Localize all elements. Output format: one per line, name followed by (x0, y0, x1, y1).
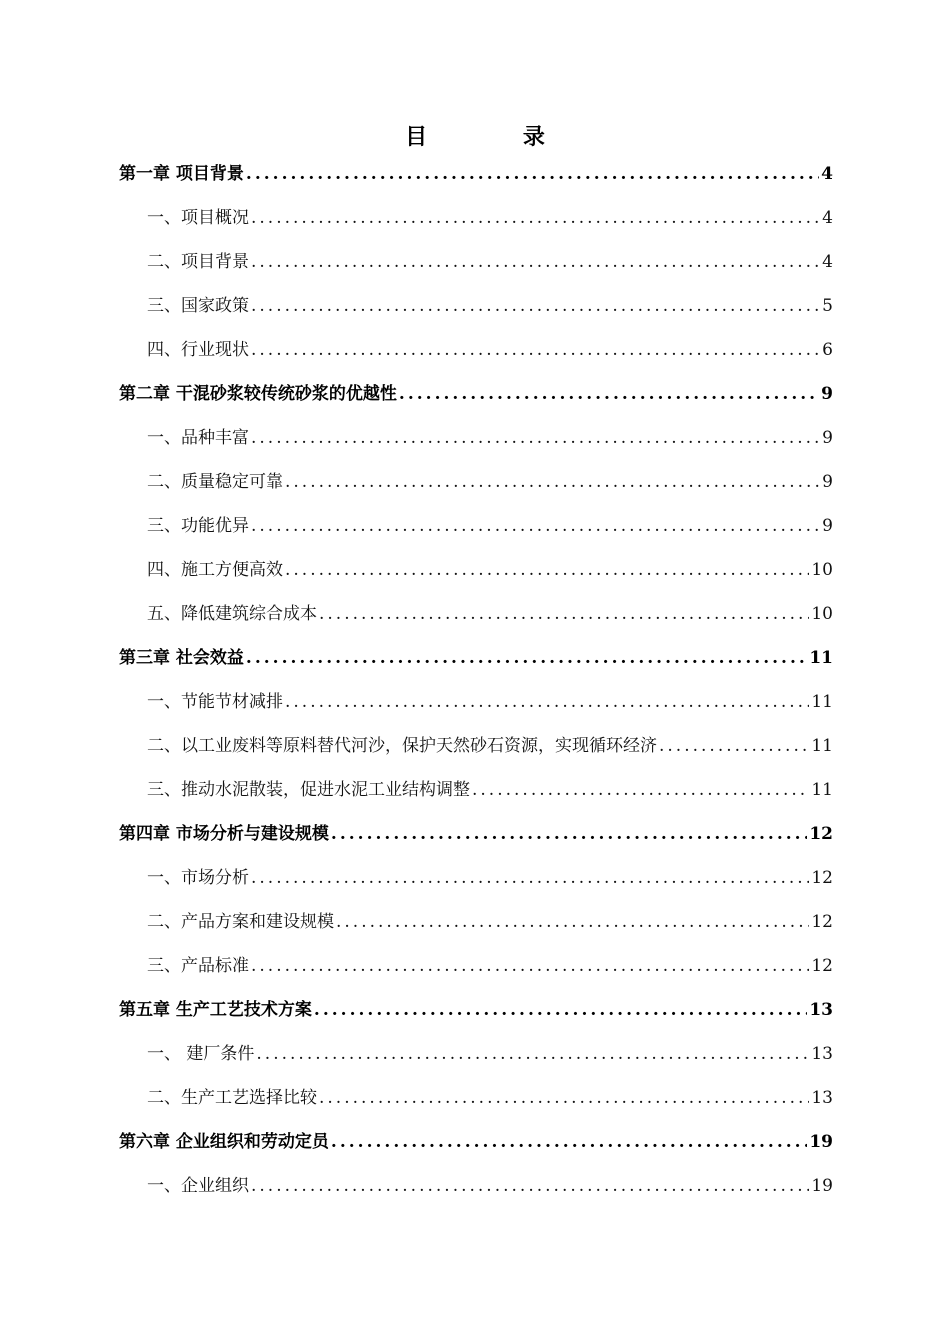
toc-entry-page-number: 13 (809, 1000, 833, 1020)
toc-entry-section[interactable] (119, 284, 833, 328)
toc-entry-section[interactable] (119, 240, 833, 284)
toc-entry-page-number: 10 (811, 560, 833, 580)
toc-entry-label: 三、推动水泥散装，促进水泥工业结构调整 (147, 780, 470, 800)
toc-entry-page-number: 12 (809, 824, 833, 844)
toc-entry-section[interactable] (119, 944, 833, 988)
dot-leader (285, 680, 809, 724)
toc-entry-page-number: 11 (811, 692, 833, 712)
toc-entry-chapter-2[interactable] (119, 372, 833, 416)
dot-leader (336, 900, 809, 944)
toc-entry-label: 二、项目背景 (147, 252, 249, 272)
toc-entry-label: 第三章 社会效益 (119, 648, 244, 668)
dot-leader (319, 592, 809, 636)
page-title: 目 录 (405, 124, 589, 150)
dot-leader (251, 328, 820, 372)
toc-entry-label: 第五章 生产工艺技术方案 (119, 1000, 312, 1020)
toc-entry-label: 第四章 市场分析与建设规模 (119, 824, 329, 844)
toc-entry-label: 一、市场分析 (147, 868, 249, 888)
dot-leader (251, 196, 820, 240)
toc-entry-label: 二、质量稳定可靠 (147, 472, 283, 492)
toc-entry-label: 第一章 项目背景 (119, 164, 244, 184)
dot-leader (251, 944, 809, 988)
toc-entry-page-number: 19 (809, 1132, 833, 1152)
dot-leader (251, 856, 809, 900)
dot-leader (251, 284, 820, 328)
toc-entry-page-number: 6 (822, 340, 833, 360)
toc-entry-page-number: 4 (821, 164, 833, 184)
dot-leader (659, 724, 809, 768)
dot-leader (251, 1164, 809, 1208)
toc-entry-chapter-1[interactable] (119, 152, 833, 196)
toc-entry-chapter-3[interactable] (119, 636, 833, 680)
toc-entry-label: 第二章 干混砂浆较传统砂浆的优越性 (119, 384, 397, 404)
toc-entry-label: 三、功能优异 (147, 516, 249, 536)
toc-entry-section[interactable] (119, 724, 833, 768)
toc-entry-label: 三、产品标准 (147, 956, 249, 976)
dot-leader (399, 372, 819, 416)
toc-entry-page-number: 9 (821, 384, 833, 404)
dot-leader (285, 460, 820, 504)
toc-entry-section[interactable] (119, 768, 833, 812)
toc-entry-label: 一、企业组织 (147, 1176, 249, 1196)
dot-leader (246, 152, 819, 196)
toc-entry-label: 四、行业现状 (147, 340, 249, 360)
toc-entry-page-number: 5 (822, 296, 833, 316)
toc-entry-section[interactable] (119, 504, 833, 548)
dot-leader (331, 812, 807, 856)
dot-leader (256, 1032, 809, 1076)
toc-entry-page-number: 19 (811, 1176, 833, 1196)
toc-entry-section[interactable] (119, 1032, 833, 1076)
toc-entry-page-number: 11 (809, 648, 833, 668)
toc-entry-page-number: 9 (822, 428, 833, 448)
toc-entry-section[interactable] (119, 548, 833, 592)
toc-entry-label: 三、国家政策 (147, 296, 249, 316)
toc-entry-section[interactable] (119, 592, 833, 636)
toc-entry-page-number: 12 (811, 956, 833, 976)
toc-entry-page-number: 10 (811, 604, 833, 624)
dot-leader (314, 988, 807, 1032)
toc-entry-page-number: 12 (811, 912, 833, 932)
toc-entry-section[interactable] (119, 416, 833, 460)
toc-entry-section[interactable] (119, 328, 833, 372)
toc-entry-label: 二、生产工艺选择比较 (147, 1088, 317, 1108)
dot-leader (251, 504, 820, 548)
dot-leader (285, 548, 809, 592)
toc-entry-page-number: 11 (811, 736, 833, 756)
toc-entry-section[interactable] (119, 900, 833, 944)
toc-entry-page-number: 4 (822, 252, 833, 272)
dot-leader (331, 1120, 807, 1164)
toc-entry-section[interactable] (119, 460, 833, 504)
toc-entry-label: 一、品种丰富 (147, 428, 249, 448)
toc-entry-section[interactable] (119, 856, 833, 900)
toc-entry-label: 一、 建厂条件 (147, 1044, 255, 1064)
dot-leader (251, 416, 820, 460)
dot-leader (251, 240, 820, 284)
toc-entry-page-number: 13 (811, 1044, 833, 1064)
toc-entry-chapter-4[interactable] (119, 812, 833, 856)
toc-entry-label: 四、施工方便高效 (147, 560, 283, 580)
toc-entry-label: 二、产品方案和建设规模 (147, 912, 334, 932)
toc-entry-page-number: 12 (811, 868, 833, 888)
toc-entry-page-number: 11 (811, 780, 833, 800)
toc-entry-chapter-6[interactable] (119, 1120, 833, 1164)
dot-leader (319, 1076, 809, 1120)
toc-entry-section[interactable] (119, 196, 833, 240)
toc-entry-label: 第六章 企业组织和劳动定员 (119, 1132, 329, 1152)
dot-leader (246, 636, 807, 680)
toc-entry-label: 一、项目概况 (147, 208, 249, 228)
toc-entry-page-number: 13 (811, 1088, 833, 1108)
toc-entry-label: 二、以工业废料等原料替代河沙，保护天然砂石资源，实现循环经济 (147, 736, 657, 756)
toc-entry-page-number: 9 (822, 472, 833, 492)
toc-entry-page-number: 4 (822, 208, 833, 228)
toc-entry-label: 一、节能节材减排 (147, 692, 283, 712)
toc-entry-label: 五、降低建筑综合成本 (147, 604, 317, 624)
toc-entry-section[interactable] (119, 1164, 833, 1208)
toc-entry-section[interactable] (119, 680, 833, 724)
toc-entry-page-number: 9 (822, 516, 833, 536)
toc-entry-section[interactable] (119, 1076, 833, 1120)
toc-entry-chapter-5[interactable] (119, 988, 833, 1032)
table-of-contents (119, 152, 833, 1208)
dot-leader (472, 768, 809, 812)
